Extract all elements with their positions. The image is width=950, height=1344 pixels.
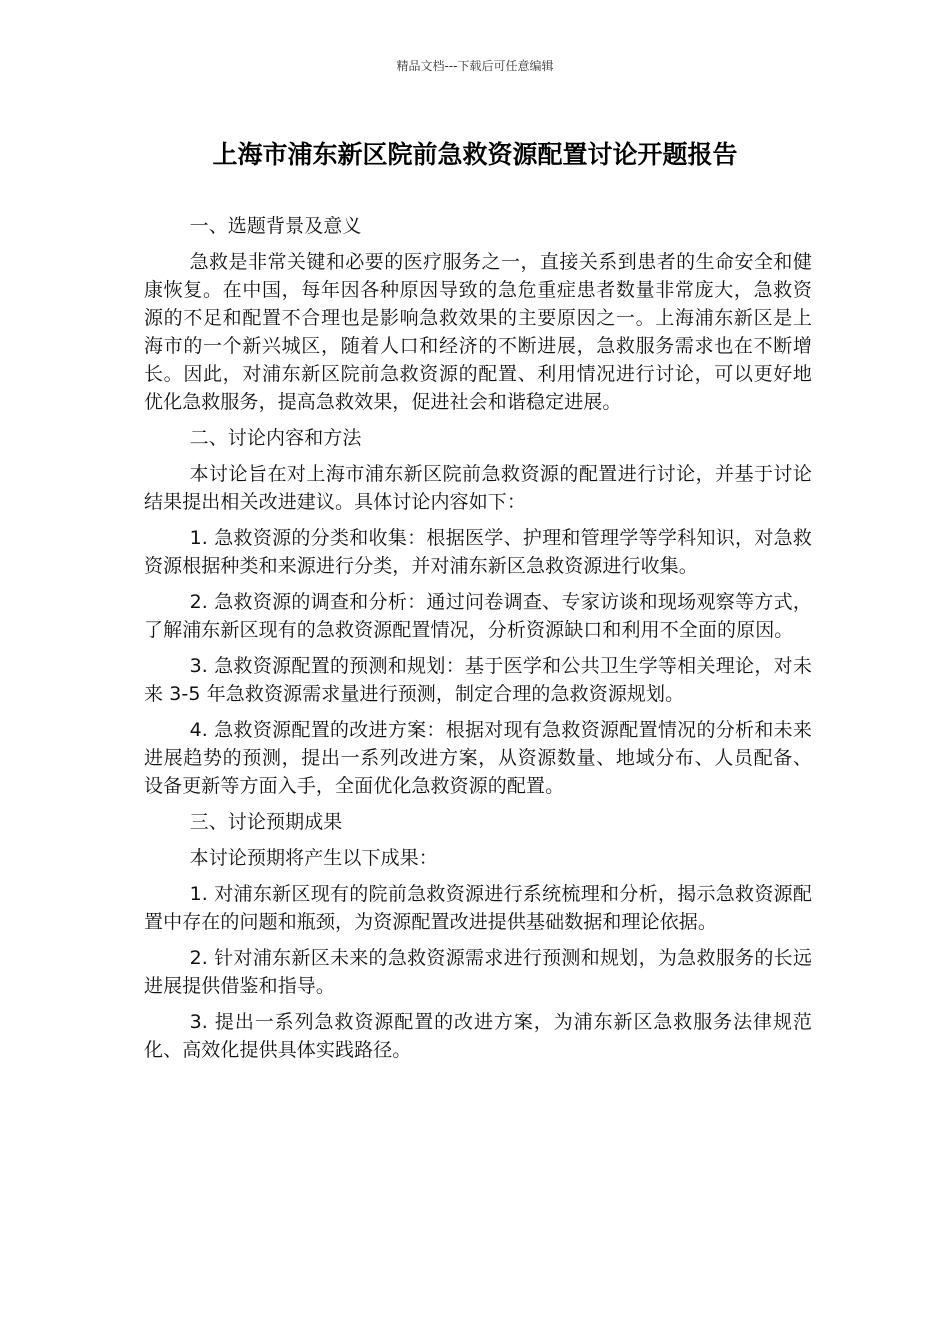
header-note: 精品文档---下载后可任意编辑 bbox=[396, 59, 554, 73]
paragraph-results-intro: 本讨论预期将产生以下成果： bbox=[189, 847, 438, 869]
list-item-content-1: 1. 急救资源的分类和收集：根据医学、护理和管理学等学科知识，对急救资源根据种类和来源进行分类，并对浦东新区急救资源进行收集。 bbox=[144, 527, 812, 577]
section-heading-expected-results: 三、讨论预期成果 bbox=[189, 811, 343, 833]
paragraph-background: 急救是非常关键和必要的医疗服务之一，直接关系到患者的生命安全和健康恢复。在中国，每年因各种原因导致的急危重症患者数量非常庞大，急救资源的不足和配置不合理也是影响急救效果的主要原因之一。上海浦东新区是上海市的一个新兴城区，随着人口和经济的不断进展，急救服务需求也在不断增长。因此，对浦东新区院前急救资源的配置、利用情况进行讨论，可以更好地优化急救服务，提高急救效果，促进社会和谐稳定进展。 bbox=[144, 251, 812, 413]
list-item-result-2: 2. 针对浦东新区未来的急救资源需求进行预测和规划，为急救服务的长远进展提供借鉴和指导。 bbox=[144, 947, 812, 997]
section-heading-content-method: 二、讨论内容和方法 bbox=[189, 427, 362, 449]
document-body bbox=[144, 212, 812, 1064]
list-item-content-4: 4. 急救资源配置的改进方案：根据对现有急救资源配置情况的分析和未来进展趋势的预测，提出一系列改进方案，从资源数量、地域分布、人员配备、设备更新等方面入手，全面优化急救资源的配置。 bbox=[144, 719, 812, 797]
section-heading-background: 一、选题背景及意义 bbox=[189, 215, 362, 237]
list-item-content-3: 3. 急救资源配置的预测和规划：基于医学和公共卫生学等相关理论，对未来 3-5 年急救资源需求量进行预测，制定合理的急救资源规划。 bbox=[144, 655, 812, 705]
list-item-result-1: 1. 对浦东新区现有的院前急救资源进行系统梳理和分析，揭示急救资源配置中存在的问题和瓶颈，为资源配置改进提供基础数据和理论依据。 bbox=[144, 883, 812, 933]
document-title: 上海市浦东新区院前急救资源配置讨论开题报告 bbox=[212, 140, 738, 169]
paragraph-content-intro: 本讨论旨在对上海市浦东新区院前急救资源的配置进行讨论，并基于讨论结果提出相关改进建议。具体讨论内容如下： bbox=[144, 463, 812, 513]
list-item-content-2: 2. 急救资源的调查和分析：通过问卷调查、专家访谈和现场观察等方式，了解浦东新区现有的急救资源配置情况，分析资源缺口和利用不全面的原因。 bbox=[144, 591, 812, 641]
list-item-result-3: 3. 提出一系列急救资源配置的改进方案，为浦东新区急救服务法律规范化、高效化提供具体实践路径。 bbox=[144, 1011, 812, 1061]
